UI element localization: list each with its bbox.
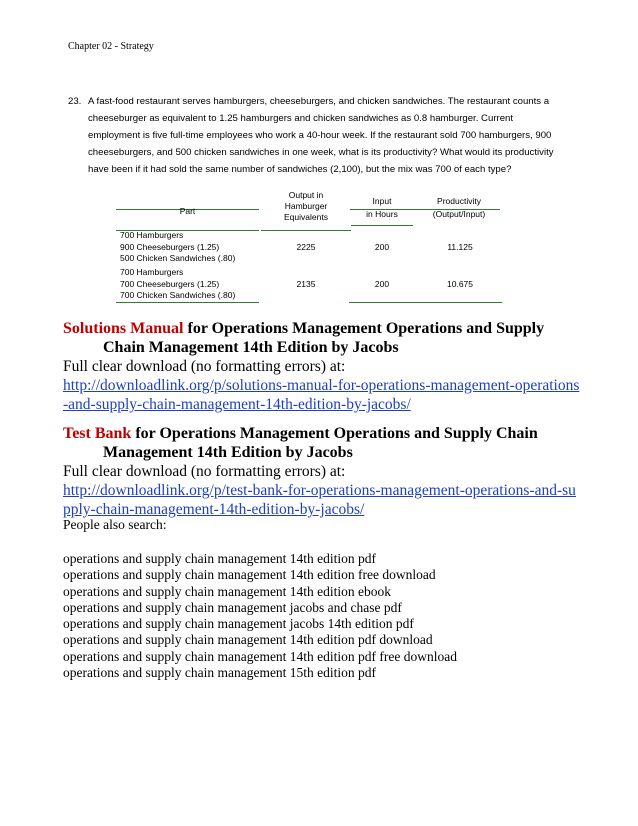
people-also-search-heading: People also search: (63, 517, 167, 532)
solutions-title: Solutions Manual for Operations Management Operations and Supply Chain Management 14th Edition by Jacobs (63, 320, 545, 356)
list-item: operations and supply chain management 14th edition pdf download (63, 632, 433, 648)
list-item: operations and supply chain management 15th edition pdf (63, 665, 377, 681)
solutions-download-text: Full clear download (no formatting errors) at: (63, 358, 346, 375)
test-bank-download-text: Full clear download (no formatting errors) at: (63, 463, 346, 480)
list-item: operations and supply chain management 14th edition ebook (63, 583, 392, 599)
solutions-download-link[interactable]: http://downloadlink.org/p/solutions-manual-for-operations-management-operations-and-supply-chain-management-14th-edition-by-jacobs/ (63, 377, 580, 413)
table-row-1-output: 2225 (296, 242, 316, 252)
test-bank-download-link[interactable]: http://downloadlink.org/p/test-bank-for-operations-management-operations-and-supply-chain-management-14th-edition-by-jacobs/ (63, 482, 576, 518)
table-row-2-input: 200 (374, 279, 390, 289)
list-item: operations and supply chain management 14th edition free download (63, 567, 436, 583)
list-item: operations and supply chain management jacobs and chase pdf (63, 599, 402, 615)
list-item: operations and supply chain management 14th edition pdf free download (63, 648, 458, 664)
table-row-2-output: 2135 (296, 279, 316, 289)
test-bank-label: Test Bank (63, 425, 132, 442)
chapter-header: Chapter 02 - Strategy (68, 41, 154, 52)
list-item: operations and supply chain management jacobs 14th edition pdf (63, 616, 414, 632)
table-row-2-productivity: 10.675 (447, 279, 473, 289)
search-suggestions-list (63, 551, 457, 681)
problem-number: 23. (68, 96, 82, 107)
productivity-table (116, 192, 502, 304)
table-row-1-part: 700 Hamburgers 900 Cheeseburgers (1.25) 500 Chicken Sandwiches (.80) (120, 230, 236, 263)
test-bank-section (63, 424, 583, 519)
solutions-manual-section (63, 319, 583, 414)
test-bank-title: Test Bank for Operations Management Operations and Supply Chain Management 14th Edition by Jacobs (63, 425, 538, 461)
table-row-2-part: 700 Hamburgers 700 Cheeseburgers (1.25) 700 Chicken Sandwiches (.80) (120, 267, 236, 300)
problem-23 (68, 93, 558, 178)
table-row-1-input: 200 (374, 242, 390, 252)
col-header-output: Output in Hamburger Equivalents (284, 190, 328, 222)
problem-text: A fast-food restaurant serves hamburgers, cheeseburgers, and chicken sandwiches. The restaurant counts a cheeseburger as equivalent to 1.25 hamburgers and chicken sandwiches as 0.8 hamburger. Current employment is five full-time employees who work a 40-hour week. If the restaurant sold 700 hamburgers, 900 cheeseburgers, and 500 chicken sandwiches in one week, what is its productivity? What would its productivity have been if it had sold the same number of sandwiches (2,100), but the mix was 700 of each type? (88, 96, 554, 175)
col-header-input: Input in Hours (366, 196, 398, 219)
col-header-part: Part (179, 206, 196, 216)
list-item: operations and supply chain management 14th edition pdf (63, 551, 377, 566)
table-row-1-productivity: 11.125 (447, 242, 473, 252)
col-header-productivity: Productivity (Output/Input) (432, 196, 486, 219)
solutions-label: Solutions Manual (63, 320, 184, 337)
